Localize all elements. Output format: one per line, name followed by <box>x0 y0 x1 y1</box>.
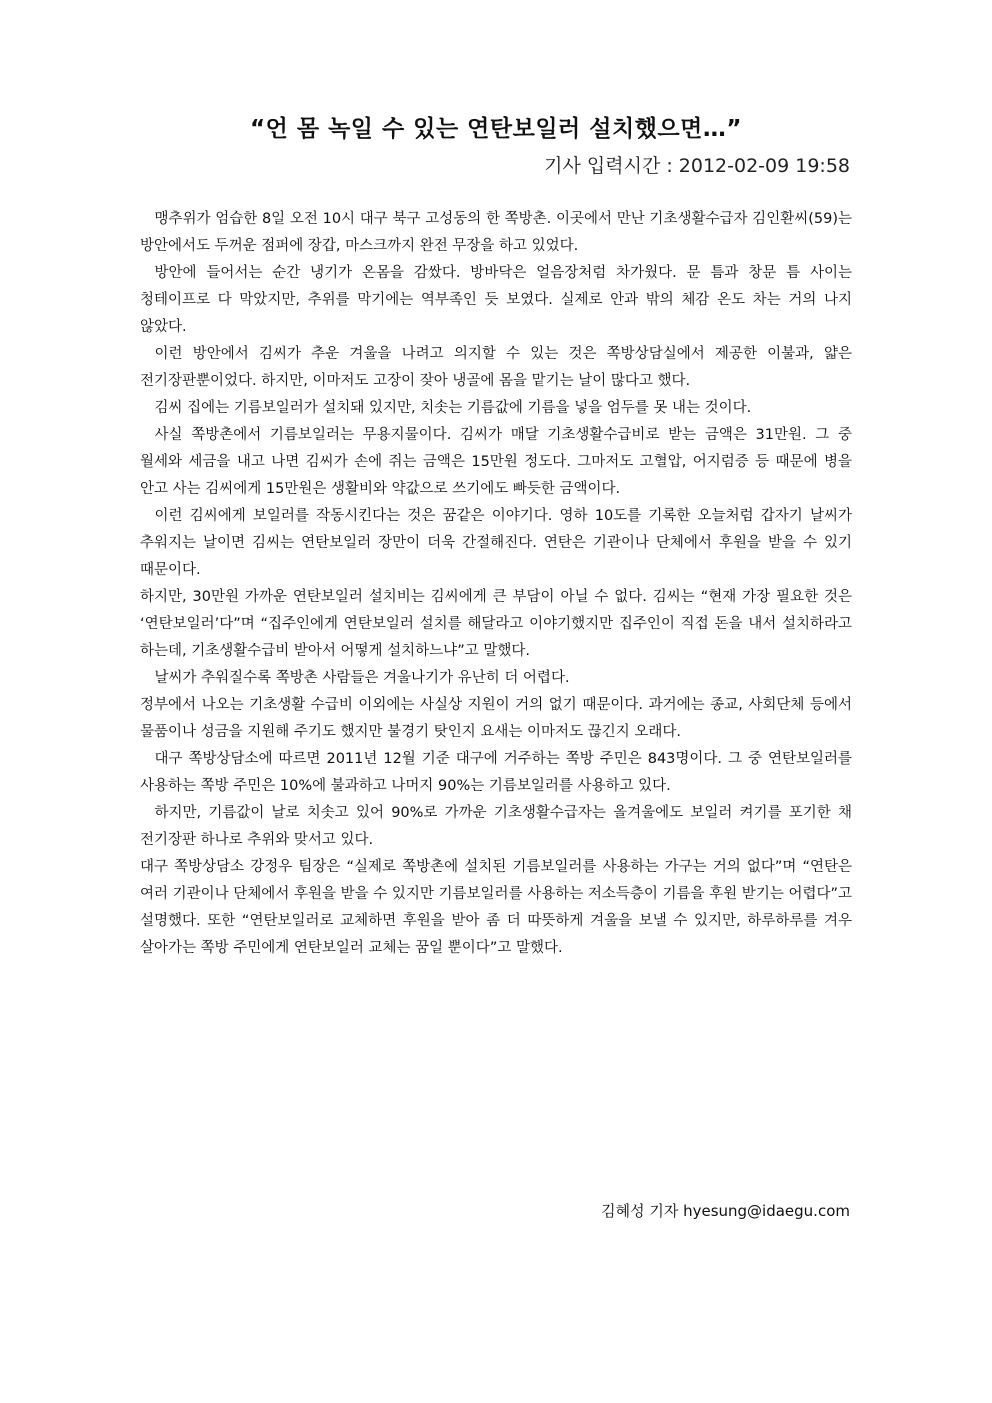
article-paragraph-3: 이런 방안에서 김씨가 추운 겨울을 나려고 의지할 수 있는 것은 쪽방상담실에서 제공한 이불과, 얇은 전기장판뿐이었다. 하지만, 이마저도 고장이 잦아 냉골에 몸을 맡기는 날이 많다고 했다. <box>140 346 852 389</box>
article-byline: 김혜성 기자 hyesung@idaegu.com <box>601 1202 850 1220</box>
article-paragraph-7: 하지만, 30만원 가까운 연탄보일러 설치비는 김씨에게 큰 부담이 아닐 수 없다. 김씨는 “현재 가장 필요한 것은 ‘연탄보일러’다”며 “집주인에게 연탄보일러 설치를 해달라고 이야기했지만 집주인이 직접 돈을 내서 설치하라고 하는데, 기초생활수급비 받아서 어떻게 설치하느냐”고 말했다. <box>140 589 852 659</box>
article-paragraph-5: 사실 쪽방촌에서 기름보일러는 무용지물이다. 김씨가 매달 기초생활수급비로 받는 금액은 31만원. 그 중 월세와 세금을 내고 나면 김씨가 손에 쥐는 금액은 15만원 정도다. 그마저도 고혈압, 어지럼증 등 때문에 병을 안고 사는 김씨에게 15만원은 생활비와 약값으로 쓰기에도 빠듯한 금액이다. <box>140 427 852 497</box>
article-paragraph-2: 방안에 들어서는 순간 냉기가 온몸을 감쌌다. 방바닥은 얼음장처럼 차가웠다. 문 틈과 창문 틈 사이는 청테이프로 다 막았지만, 추위를 막기에는 역부족인 듯 보였다. 실제로 안과 밖의 체감 온도 차는 거의 나지 않았다. <box>140 265 852 335</box>
article-paragraph-8: 날씨가 추워질수록 쪽방촌 사람들은 겨울나기가 유난히 더 어렵다. <box>154 670 570 686</box>
article-paragraph-4: 김씨 집에는 기름보일러가 설치돼 있지만, 치솟는 기름값에 기름을 넣을 엄두를 못 내는 것이다. <box>154 400 752 416</box>
article-body <box>140 206 852 962</box>
article-timestamp: 기사 입력시간 : 2012-02-09 19:58 <box>544 155 850 177</box>
article-paragraph-11: 하지만, 기름값이 날로 치솟고 있어 90%로 가까운 기초생활수급자는 올겨울에도 보일러 켜기를 포기한 채 전기장판 하나로 추위와 맞서고 있다. <box>140 805 852 848</box>
article-paragraph-6: 이런 김씨에게 보일러를 작동시킨다는 것은 꿈같은 이야기다. 영하 10도를 기록한 오늘처럼 갑자기 날씨가 추워지는 날이면 김씨는 연탄보일러 장만이 더욱 간절해진다. 연탄은 기관이나 단체에서 후원을 받을 수 있기 때문이다. <box>140 508 852 578</box>
article-paragraph-9: 정부에서 나오는 기초생활 수급비 이외에는 사실상 지원이 거의 없기 때문이다. 과거에는 종교, 사회단체 등에서 물품이나 성금을 지원해 주기도 했지만 불경기 탓인지 요새는 이마저도 끊긴지 오래다. <box>140 697 852 740</box>
article-title: “언 몸 녹일 수 있는 연탄보일러 설치했으면…” <box>250 116 742 142</box>
article-paragraph-12: 대구 쪽방상담소 강정우 팀장은 “실제로 쪽방촌에 설치된 기름보일러를 사용하는 가구는 거의 없다”며 “연탄은 여러 기관이나 단체에서 후원을 받을 수 있지만 기름보일러를 사용하는 저소득층이 기름을 후원 받기는 어렵다”고 설명했다. 또한 “연탄보일러로 교체하면 후원을 받아 좀 더 따뜻하게 겨울을 보낼 수 있지만, 하루하루를 겨우 살아가는 쪽방 주민에게 연탄보일러 교체는 꿈일 뿐이다”고 말했다. <box>140 859 852 956</box>
article-paragraph-1: 맹추위가 엄습한 8일 오전 10시 대구 북구 고성동의 한 쪽방촌. 이곳에서 만난 기초생활수급자 김인환씨(59)는 방안에서도 두꺼운 점퍼에 장갑, 마스크까지 완전 무장을 하고 있었다. <box>140 211 852 254</box>
article-paragraph-10: 대구 쪽방상담소에 따르면 2011년 12월 기준 대구에 거주하는 쪽방 주민은 843명이다. 그 중 연탄보일러를 사용하는 쪽방 주민은 10%에 불과하고 나머지 90%는 기름보일러를 사용하고 있다. <box>140 751 852 794</box>
